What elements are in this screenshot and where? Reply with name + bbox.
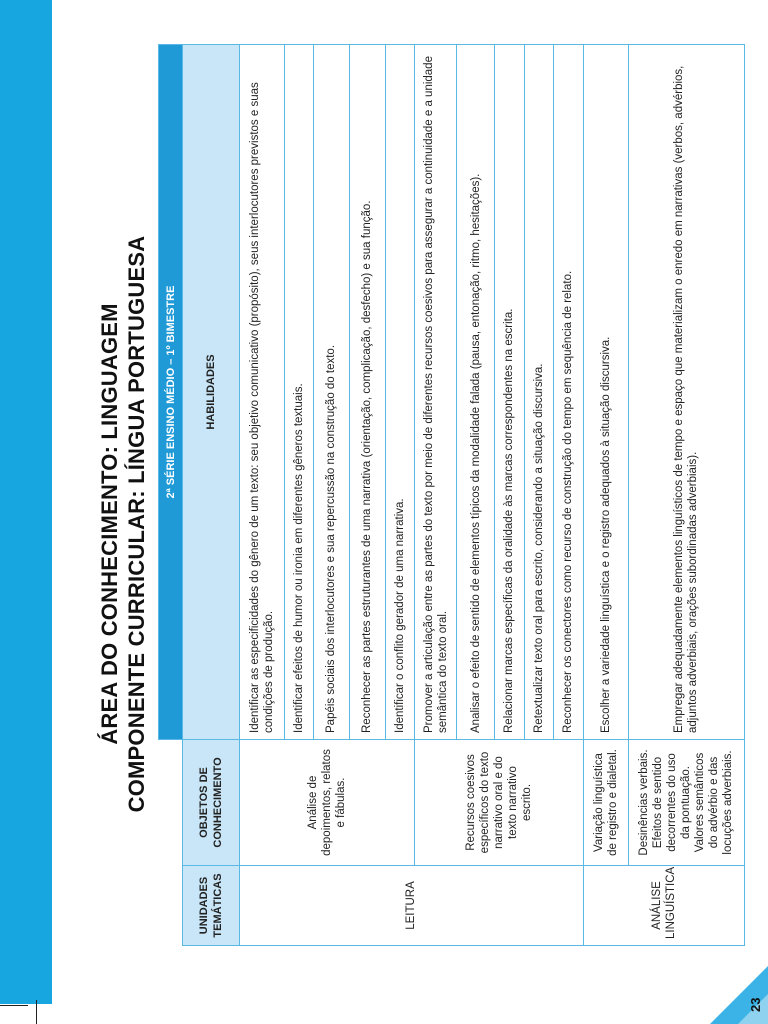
- title-line-2: COMPONENTE CURRICULAR: LÍNGUA PORTUGUESA: [124, 235, 149, 813]
- skill-cell: Papéis sociais dos interlocutores e sua repercussão na construção do texto.: [313, 45, 349, 740]
- skill-cell: Escolher a variedade linguística e o registro adequados à situação discursiva.: [583, 45, 628, 740]
- title-line-1: ÁREA DO CONHECIMENTO: LINGUAGEM: [97, 303, 122, 745]
- skill-cell: Reconhecer os conectores como recurso de construção do tempo em sequência de relato.: [554, 45, 584, 740]
- header-objects: OBJETOS DE CONHECIMENTO: [183, 740, 240, 866]
- skill-cell: Identificar as especificidades do gênero de um texto: seu objetivo comunicativo (propósito), seus interlocutores previstos e suas condições de produção.: [240, 45, 285, 740]
- curriculum-table: [158, 44, 745, 946]
- object-cell: Desinências verbais. Efeitos de sentido decorrentes do uso da pontuação. Valores semânticos do advérbio e das locuções adverbiais.: [628, 740, 744, 866]
- skill-cell: Promover a articulação entre as partes do texto por meio de diferentes recursos coesivos para assegurar a continuidade e a unidade semântica do texto oral.: [415, 45, 457, 740]
- header-units: UNIDADES TEMÁTICAS: [183, 866, 240, 946]
- object-cell: Recursos coesivos específicos do texto narrativo oral e do texto narrativo escrito.: [415, 740, 584, 866]
- blank-corner: [159, 740, 183, 946]
- grade-band-header: 2ª SÉRIE ENSINO MÉDIO – 1º BIMESTRE: [159, 45, 183, 740]
- unit-analise-linguistica: ANÁLISE LINGUÍSTICA: [583, 866, 744, 946]
- skill-cell: Retextualizar texto oral para escrito, considerando a situação discursiva.: [524, 45, 554, 740]
- object-cell: Variação linguística de registro e dialetal.: [583, 740, 628, 866]
- skill-cell: Analisar o efeito de sentido de elementos típicos da modalidade falada (pausa, entonação, ritmo, hesitações).: [457, 45, 495, 740]
- unit-leitura: LEITURA: [240, 866, 584, 946]
- skill-cell: Identificar o conflito gerador de uma narrativa.: [385, 45, 415, 740]
- skill-cell: Relacionar marcas específicas da oralidade às marcas correspondentes na escrita.: [495, 45, 525, 740]
- page-title: [96, 24, 150, 1024]
- object-cell: Análise de depoimentos, relatos e fábulas.: [240, 740, 415, 866]
- skill-cell: Identificar efeitos de humor ou ironia em diferentes gêneros textuais.: [285, 45, 313, 740]
- skill-cell: Reconhecer as partes estruturantes de uma narrativa (orientação, complicação, desfecho) e sua função.: [349, 45, 385, 740]
- skill-cell: Empregar adequadamente elementos linguísticos de tempo e espaço que materializam o enredo em narrativas (verbos, advérbios, adjuntos adverbiais, orações subordinadas adverbiais).: [628, 45, 744, 740]
- page-number: 23: [748, 997, 763, 1012]
- header-skills: HABILIDADES: [183, 45, 240, 740]
